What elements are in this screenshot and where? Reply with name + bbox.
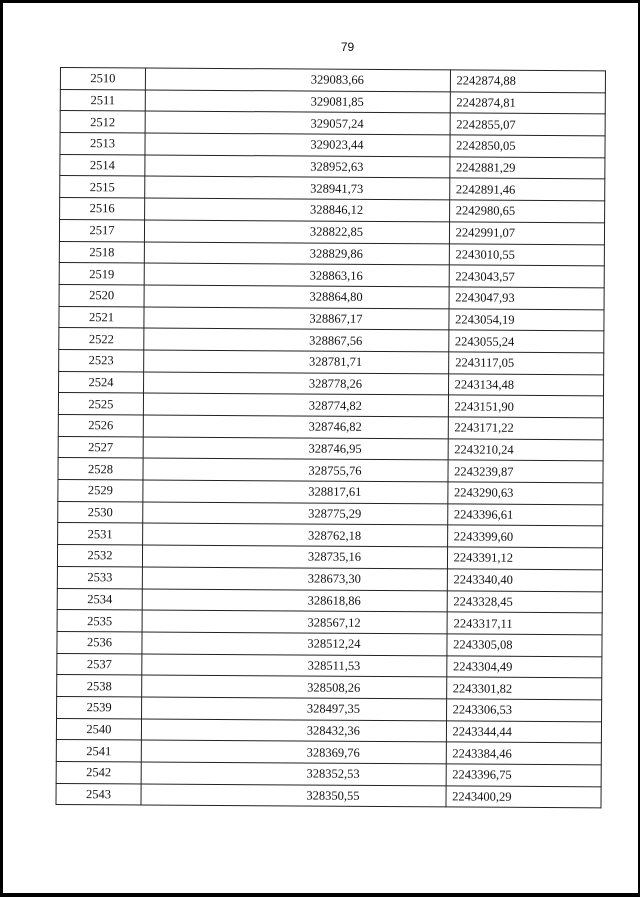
point-number-cell: 2511 xyxy=(60,89,145,111)
point-number-cell: 2539 xyxy=(57,696,142,718)
y-coordinate-cell: 2242855,07 xyxy=(450,113,605,136)
x-coordinate-cell: 328762,18 xyxy=(143,523,448,547)
x-coordinate-cell: 328863,16 xyxy=(144,263,449,287)
point-number-cell: 2513 xyxy=(60,133,145,155)
point-number-cell: 2529 xyxy=(58,480,143,502)
x-coordinate-cell: 328941,73 xyxy=(145,176,450,200)
point-number-cell: 2525 xyxy=(58,393,143,415)
x-coordinate-cell: 328952,63 xyxy=(145,155,450,179)
y-coordinate-cell: 2243328,45 xyxy=(447,590,602,613)
x-coordinate-cell: 328618,86 xyxy=(142,589,447,613)
y-coordinate-cell: 2243399,60 xyxy=(448,525,603,548)
point-number-cell: 2534 xyxy=(57,588,142,610)
point-number-cell: 2522 xyxy=(59,328,144,350)
x-coordinate-cell: 328350,55 xyxy=(141,784,446,808)
x-coordinate-cell: 328746,82 xyxy=(143,415,448,439)
y-coordinate-cell: 2243396,61 xyxy=(448,504,603,527)
scan-border-top xyxy=(0,0,640,3)
x-coordinate-cell: 328829,86 xyxy=(144,242,449,266)
x-coordinate-cell: 328512,24 xyxy=(142,632,447,656)
point-number-cell: 2528 xyxy=(58,458,143,480)
y-coordinate-cell: 2243340,40 xyxy=(447,569,602,592)
x-coordinate-cell: 328511,53 xyxy=(142,654,447,678)
x-coordinate-cell: 328735,16 xyxy=(142,545,447,569)
y-coordinate-cell: 2242850,05 xyxy=(450,135,605,158)
y-coordinate-cell: 2243306,53 xyxy=(447,699,602,722)
point-number-cell: 2526 xyxy=(58,414,143,436)
x-coordinate-cell: 328673,30 xyxy=(142,567,447,591)
point-number-cell: 2517 xyxy=(59,219,144,241)
point-number-cell: 2520 xyxy=(59,284,144,306)
y-coordinate-cell: 2243117,05 xyxy=(449,352,604,375)
point-number-cell: 2518 xyxy=(59,241,144,263)
y-coordinate-cell: 2243171,22 xyxy=(448,417,603,440)
x-coordinate-cell: 329023,44 xyxy=(145,133,450,157)
point-number-cell: 2537 xyxy=(57,653,142,675)
point-number-cell: 2524 xyxy=(59,371,144,393)
y-coordinate-cell: 2243384,46 xyxy=(446,742,601,765)
x-coordinate-cell: 329083,66 xyxy=(145,68,450,92)
y-coordinate-cell: 2243301,82 xyxy=(447,677,602,700)
page-number: 79 xyxy=(340,40,355,54)
y-coordinate-cell: 2242980,65 xyxy=(450,200,605,223)
y-coordinate-cell: 2243305,08 xyxy=(447,634,602,657)
y-coordinate-cell: 2242881,29 xyxy=(450,157,605,180)
y-coordinate-cell: 2243010,55 xyxy=(449,243,604,266)
x-coordinate-cell: 328846,12 xyxy=(145,198,450,222)
y-coordinate-cell: 2242874,88 xyxy=(450,70,605,93)
coordinates-table xyxy=(55,67,606,809)
point-number-cell: 2542 xyxy=(56,761,141,783)
point-number-cell: 2512 xyxy=(60,111,145,133)
point-number-cell: 2531 xyxy=(58,523,143,545)
x-coordinate-cell: 328775,29 xyxy=(143,502,448,526)
point-number-cell: 2543 xyxy=(56,783,141,805)
y-coordinate-cell: 2243290,63 xyxy=(448,482,603,505)
y-coordinate-cell: 2243043,57 xyxy=(449,265,604,288)
x-coordinate-cell: 328778,26 xyxy=(144,372,449,396)
scan-border-left xyxy=(0,0,3,897)
point-number-cell: 2533 xyxy=(57,566,142,588)
point-number-cell: 2532 xyxy=(57,545,142,567)
x-coordinate-cell: 328432,36 xyxy=(141,719,446,743)
x-coordinate-cell: 328369,76 xyxy=(141,740,446,764)
coordinates-table-body xyxy=(56,68,605,809)
x-coordinate-cell: 328774,82 xyxy=(143,393,448,417)
point-number-cell: 2510 xyxy=(60,68,145,90)
point-number-cell: 2514 xyxy=(60,154,145,176)
y-coordinate-cell: 2243210,24 xyxy=(448,439,603,462)
y-coordinate-cell: 2243391,12 xyxy=(447,547,602,570)
x-coordinate-cell: 328867,56 xyxy=(144,328,449,352)
table-row xyxy=(56,783,601,808)
point-number-cell: 2523 xyxy=(59,349,144,371)
point-number-cell: 2519 xyxy=(59,263,144,285)
y-coordinate-cell: 2243134,48 xyxy=(449,374,604,397)
scan-border-bottom xyxy=(0,893,640,897)
y-coordinate-cell: 2242874,81 xyxy=(450,92,605,115)
point-number-cell: 2540 xyxy=(56,718,141,740)
y-coordinate-cell: 2243239,87 xyxy=(448,460,603,483)
y-coordinate-cell: 2243396,75 xyxy=(446,764,601,787)
x-coordinate-cell: 328864,80 xyxy=(144,285,449,309)
x-coordinate-cell: 328508,26 xyxy=(142,675,447,699)
x-coordinate-cell: 328746,95 xyxy=(143,437,448,461)
x-coordinate-cell: 328867,17 xyxy=(144,307,449,331)
x-coordinate-cell: 328781,71 xyxy=(144,350,449,374)
y-coordinate-cell: 2243304,49 xyxy=(447,655,602,678)
point-number-cell: 2530 xyxy=(58,501,143,523)
x-coordinate-cell: 328817,61 xyxy=(143,480,448,504)
x-coordinate-cell: 329057,24 xyxy=(145,111,450,135)
x-coordinate-cell: 328567,12 xyxy=(142,610,447,634)
y-coordinate-cell: 2243317,11 xyxy=(447,612,602,635)
point-number-cell: 2527 xyxy=(58,436,143,458)
point-number-cell: 2538 xyxy=(57,675,142,697)
y-coordinate-cell: 2242891,46 xyxy=(450,178,605,201)
y-coordinate-cell: 2243054,19 xyxy=(449,308,604,331)
point-number-cell: 2521 xyxy=(59,306,144,328)
x-coordinate-cell: 328755,76 xyxy=(143,458,448,482)
point-number-cell: 2535 xyxy=(57,610,142,632)
y-coordinate-cell: 2243047,93 xyxy=(449,287,604,310)
y-coordinate-cell: 2243344,44 xyxy=(446,720,601,743)
x-coordinate-cell: 328822,85 xyxy=(144,220,449,244)
y-coordinate-cell: 2243151,90 xyxy=(448,395,603,418)
point-number-cell: 2515 xyxy=(60,176,145,198)
x-coordinate-cell: 328352,53 xyxy=(141,762,446,786)
x-coordinate-cell: 328497,35 xyxy=(142,697,447,721)
y-coordinate-cell: 2243400,29 xyxy=(446,786,601,809)
x-coordinate-cell: 329081,85 xyxy=(145,90,450,114)
point-number-cell: 2516 xyxy=(60,198,145,220)
y-coordinate-cell: 2243055,24 xyxy=(449,330,604,353)
point-number-cell: 2541 xyxy=(56,740,141,762)
y-coordinate-cell: 2242991,07 xyxy=(449,222,604,245)
point-number-cell: 2536 xyxy=(57,631,142,653)
